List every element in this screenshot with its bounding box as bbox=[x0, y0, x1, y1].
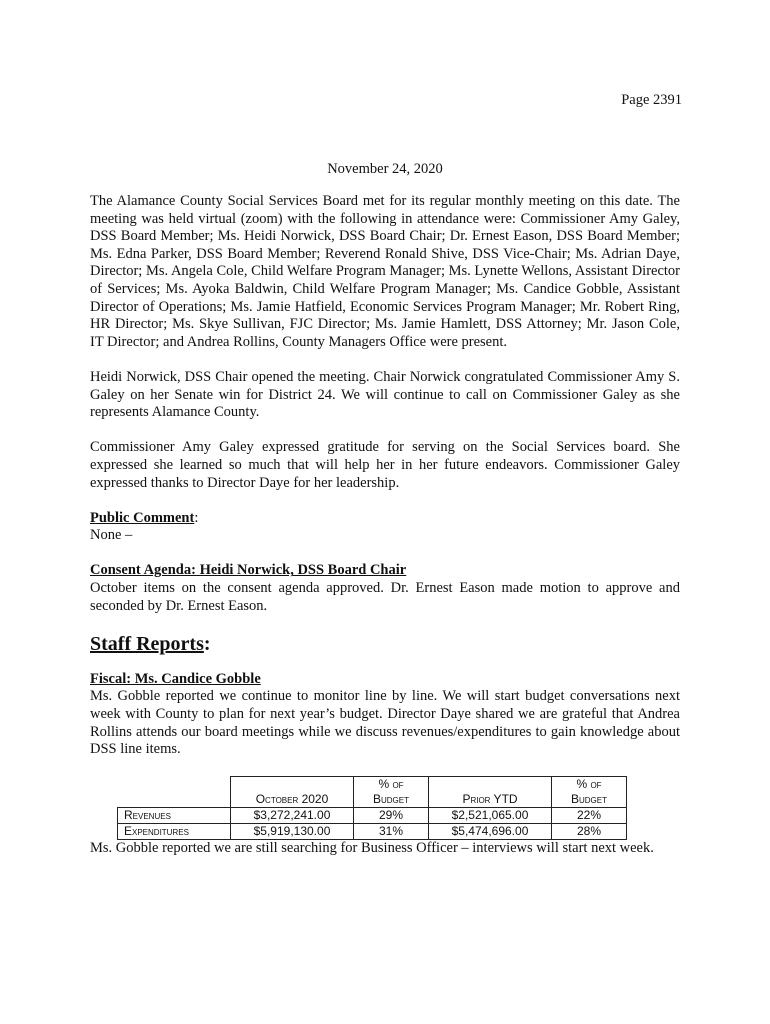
cell-prior-ytd: $2,521,065.00 bbox=[429, 808, 552, 824]
staff-reports-colon: : bbox=[203, 632, 211, 655]
public-comment-title: Public Comment bbox=[90, 509, 195, 526]
fiscal-section bbox=[90, 671, 680, 759]
page-number: Page 2391 bbox=[621, 92, 682, 108]
fiscal-body: Ms. Gobble reported we continue to monitor line by line. We will start budget conversations next week with County to plan for next year’s budget. Director Daye shared we are grateful that Andrea Rollins attends our board meetings while we discuss revenues/expenditures to gain knowledge about DSS line items. bbox=[90, 688, 680, 758]
consent-agenda-title: Consent Agenda: Heidi Norwick, DSS Board Chair bbox=[90, 562, 407, 579]
staff-reports-heading bbox=[90, 633, 680, 655]
cell-pct-budget-prior: 28% bbox=[552, 824, 627, 840]
gratitude-paragraph: Commissioner Amy Galey expressed gratitude for serving on the Social Services board. She expressed she learned so much that will help her in her future endeavors. Commissioner Galey expressed thanks to Director Daye for her leadership. bbox=[90, 439, 680, 491]
cell-october-2020: $5,919,130.00 bbox=[231, 824, 354, 840]
meeting-date: November 24, 2020 bbox=[327, 161, 443, 177]
col-header-pct-budget: % of Budget bbox=[354, 777, 429, 808]
budget-table-corner bbox=[118, 777, 231, 808]
staff-reports-heading-text: Staff Reports bbox=[90, 632, 204, 655]
col-header-prior-ytd: Prior YTD bbox=[429, 777, 552, 808]
budget-table bbox=[117, 776, 627, 840]
cell-october-2020: $3,272,241.00 bbox=[231, 808, 354, 824]
row-label-revenues: Revenues bbox=[118, 808, 231, 824]
col-header-pct-budget-prior: % of Budget bbox=[552, 777, 627, 808]
closing-paragraph: Ms. Gobble reported we are still searching for Business Officer – interviews will start next week. bbox=[90, 840, 654, 857]
table-row bbox=[118, 824, 627, 840]
cell-pct-budget: 31% bbox=[354, 824, 429, 840]
table-row bbox=[118, 808, 627, 824]
opening-paragraph: Heidi Norwick, DSS Chair opened the meeting. Chair Norwick congratulated Commissioner Amy S. Galey on her Senate win for District 24. We will continue to call on Commissioner Galey as she represents Alamance County. bbox=[90, 368, 680, 421]
cell-prior-ytd: $5,474,696.00 bbox=[429, 824, 552, 840]
row-label-expenditures: Expenditures bbox=[118, 824, 231, 840]
fiscal-title: Fiscal: Ms. Candice Gobble bbox=[90, 670, 261, 687]
attendance-paragraph: The Alamance County Social Services Board met for its regular monthly meeting on this date. The meeting was held virtual (zoom) with the following in attendance were: Commissioner Amy Galey, DSS Board Member; Ms. Heidi Norwick, DSS Board Chair; Dr. Ernest Eason, DSS Board Member; Ms. Edna Parker, DSS Board Member; Reverend Ronald Shive, DSS Vice-Chair; Ms. Adrian Daye, Director; Ms. Angela Cole, Child Welfare Program Manager; Ms. Lynette Wellons, Assistant Director of Services; Ms. Ayoka Baldwin, Child Welfare Program Manager; Ms. Candice Gobble, Assistant Director of Operations; Ms. Jamie Hatfield, Economic Services Program Manager; Mr. Robert Ring, HR Director; Ms. Skye Sullivan, FJC Director; Ms. Jamie Hamlett, DSS Attorney; Mr. Jason Cole, IT Director; and Andrea Rollins, County Managers Office were present. bbox=[90, 193, 680, 350]
public-comment-body: None – bbox=[90, 527, 133, 544]
col-header-october-2020: October 2020 bbox=[231, 777, 354, 808]
minutes-body bbox=[90, 193, 680, 876]
cell-pct-budget-prior: 22% bbox=[552, 808, 627, 824]
consent-agenda-section bbox=[90, 562, 680, 615]
consent-agenda-body: October items on the consent agenda approved. Dr. Ernest Eason made motion to approve and seconded by Dr. Ernest Eason. bbox=[90, 580, 680, 614]
budget-table-header-row bbox=[118, 777, 627, 808]
cell-pct-budget: 29% bbox=[354, 808, 429, 824]
public-comment-section bbox=[90, 510, 680, 545]
public-comment-colon: : bbox=[194, 509, 199, 526]
